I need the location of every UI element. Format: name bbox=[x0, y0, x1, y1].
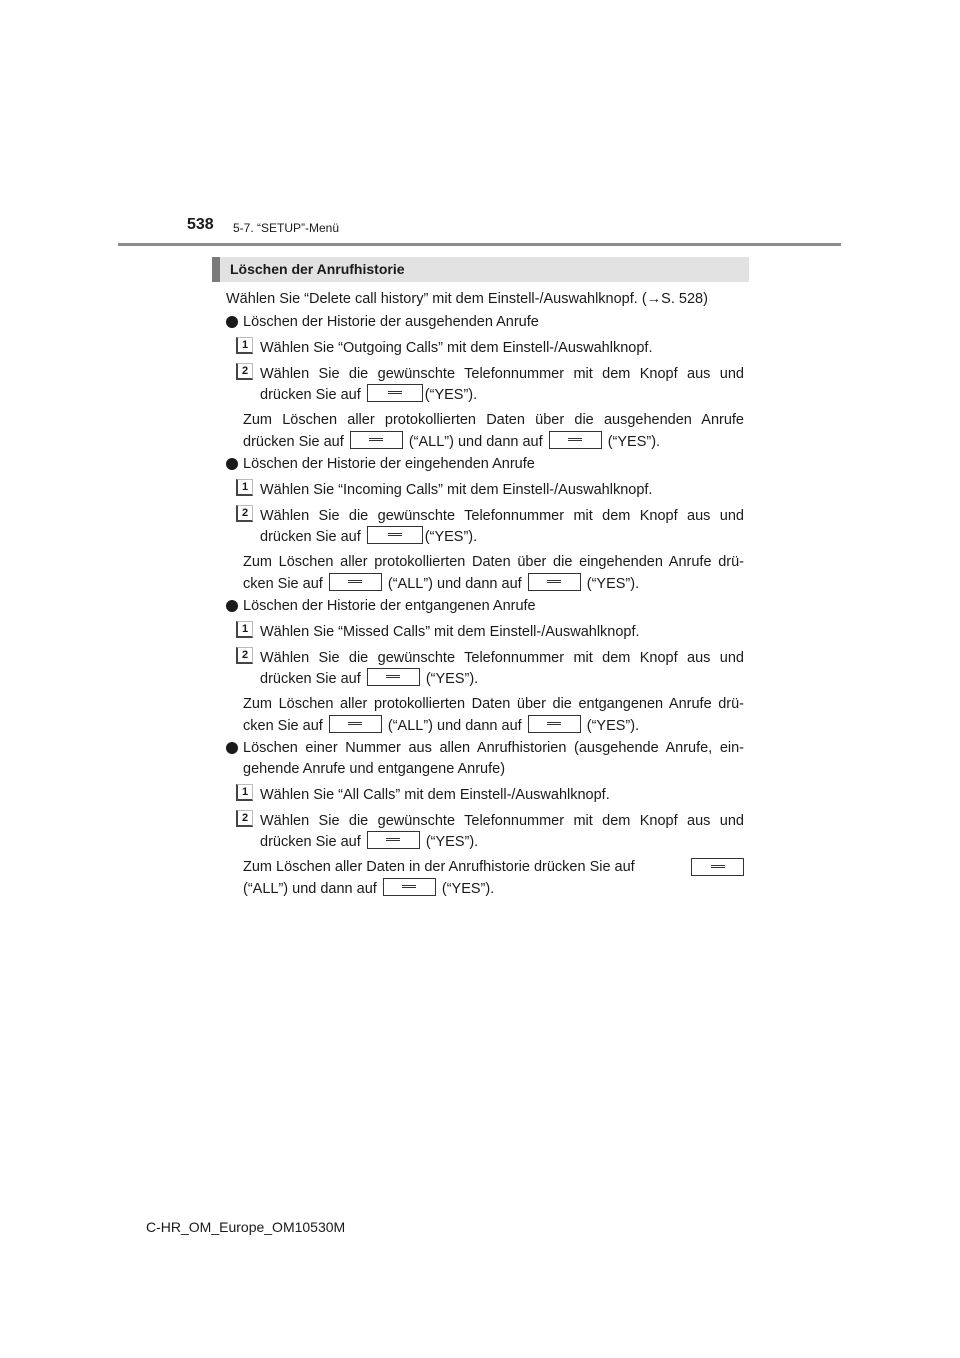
outgoing-note-line1: Zum Löschen aller protokollierten Daten über die ausgehenden Anrufe bbox=[243, 412, 744, 428]
step-1-icon: 1 bbox=[236, 479, 253, 496]
incoming-note-line1: Zum Löschen aller protokollierten Daten über die eingehenden Anrufe drü- bbox=[243, 554, 744, 570]
outgoing-step1: Wählen Sie “Outgoing Calls” mit dem Einstell-/Auswahlknopf. bbox=[260, 340, 653, 356]
section-heading: Löschen der Anrufhistorie bbox=[212, 257, 749, 282]
outgoing-step2-text: drücken Sie auf bbox=[260, 387, 361, 403]
incoming-note-all: (“ALL”) und dann auf bbox=[387, 576, 522, 592]
all-title-line2: gehende Anrufe und entgangene Anrufe) bbox=[243, 761, 506, 777]
outgoing-step2-yes: (“YES”). bbox=[424, 387, 478, 403]
intro-body: Wählen Sie “Delete call history” mit dem Einstell-/Auswahlknopf. ( bbox=[226, 291, 647, 307]
incoming-step1: Wählen Sie “Incoming Calls” mit dem Einstell-/Auswahlknopf. bbox=[260, 482, 653, 498]
bullet-icon bbox=[226, 458, 238, 470]
missed-note-all: (“ALL”) und dann auf bbox=[387, 718, 522, 734]
outgoing-step2-line2 bbox=[260, 384, 477, 405]
missed-step2-text: drücken Sie auf bbox=[260, 671, 361, 687]
yes-button-icon bbox=[549, 431, 602, 449]
arrow-icon: → bbox=[646, 291, 662, 307]
missed-step2-line1: Wählen Sie die gewünschte Telefonnummer mit dem Knopf aus und bbox=[260, 650, 744, 666]
outgoing-note-yes: (“YES”). bbox=[607, 434, 661, 450]
document-footer: C-HR_OM_Europe_OM10530M bbox=[146, 1219, 346, 1235]
header-divider bbox=[118, 243, 841, 246]
incoming-step2-text: drücken Sie auf bbox=[260, 529, 361, 545]
step-1-icon: 1 bbox=[236, 784, 253, 801]
step-2-icon: 2 bbox=[236, 810, 253, 827]
all-button-icon bbox=[329, 715, 382, 733]
step-2-icon: 2 bbox=[236, 505, 253, 522]
page-reference: S. 528) bbox=[661, 291, 708, 307]
incoming-note-yes: (“YES”). bbox=[586, 576, 640, 592]
all-step2-line1: Wählen Sie die gewünschte Telefonnummer mit dem Knopf aus und bbox=[260, 813, 744, 829]
yes-button-icon bbox=[528, 715, 581, 733]
outgoing-note-text: drücken Sie auf bbox=[243, 434, 344, 450]
outgoing-note-line2 bbox=[243, 431, 660, 452]
step-1-icon: 1 bbox=[236, 337, 253, 354]
all-note-line1: Zum Löschen aller Daten in der Anrufhistorie drücken Sie auf bbox=[243, 859, 635, 875]
all-step2-text: drücken Sie auf bbox=[260, 834, 361, 850]
incoming-title: Löschen der Historie der eingehenden Anrufe bbox=[243, 456, 535, 472]
yes-button-icon bbox=[367, 668, 420, 686]
missed-note-text: cken Sie auf bbox=[243, 718, 323, 734]
all-note-line2 bbox=[243, 878, 494, 899]
incoming-step2-line1: Wählen Sie die gewünschte Telefonnummer mit dem Knopf aus und bbox=[260, 508, 744, 524]
all-step2-line2 bbox=[260, 831, 478, 852]
all-note-yes: (“YES”). bbox=[441, 881, 495, 897]
step-2-icon: 2 bbox=[236, 647, 253, 664]
missed-note-line1: Zum Löschen aller protokollierten Daten über die entgangenen Anrufe drü- bbox=[243, 696, 744, 712]
missed-note-line2 bbox=[243, 715, 639, 736]
all-title-line1: Löschen einer Nummer aus allen Anrufhistorien (ausgehende Anrufe, ein- bbox=[243, 740, 744, 756]
all-note-all: (“ALL”) und dann auf bbox=[243, 881, 377, 897]
step-2-icon: 2 bbox=[236, 363, 253, 380]
incoming-note-line2 bbox=[243, 573, 639, 594]
bullet-icon bbox=[226, 600, 238, 612]
bullet-icon bbox=[226, 742, 238, 754]
missed-note-yes: (“YES”). bbox=[586, 718, 640, 734]
outgoing-step2-line1: Wählen Sie die gewünschte Telefonnummer mit dem Knopf aus und bbox=[260, 366, 744, 382]
yes-button-icon bbox=[383, 878, 436, 896]
missed-step2-yes: (“YES”). bbox=[425, 671, 479, 687]
outgoing-title: Löschen der Historie der ausgehenden Anrufe bbox=[243, 314, 539, 330]
step-1-icon: 1 bbox=[236, 621, 253, 638]
incoming-step2-yes: (“YES”). bbox=[424, 529, 478, 545]
missed-step1: Wählen Sie “Missed Calls” mit dem Einstell-/Auswahlknopf. bbox=[260, 624, 640, 640]
page-number: 538 bbox=[187, 216, 214, 233]
incoming-note-text: cken Sie auf bbox=[243, 576, 323, 592]
yes-button-icon bbox=[367, 384, 423, 402]
yes-button-icon bbox=[528, 573, 581, 591]
section-title: 5-7. “SETUP”-Menü bbox=[233, 221, 340, 235]
all-step1: Wählen Sie “All Calls” mit dem Einstell-/Auswahlknopf. bbox=[260, 787, 610, 803]
missed-step2-line2 bbox=[260, 668, 478, 689]
yes-button-icon bbox=[367, 526, 423, 544]
yes-button-icon bbox=[367, 831, 420, 849]
all-button-icon bbox=[350, 431, 403, 449]
intro-text bbox=[226, 289, 708, 309]
outgoing-note-all: (“ALL”) und dann auf bbox=[408, 434, 543, 450]
all-step2-yes: (“YES”). bbox=[425, 834, 479, 850]
missed-title: Löschen der Historie der entgangenen Anrufe bbox=[243, 598, 536, 614]
incoming-step2-line2 bbox=[260, 526, 477, 547]
bullet-icon bbox=[226, 316, 238, 328]
all-button-icon bbox=[691, 858, 744, 876]
all-button-icon bbox=[329, 573, 382, 591]
